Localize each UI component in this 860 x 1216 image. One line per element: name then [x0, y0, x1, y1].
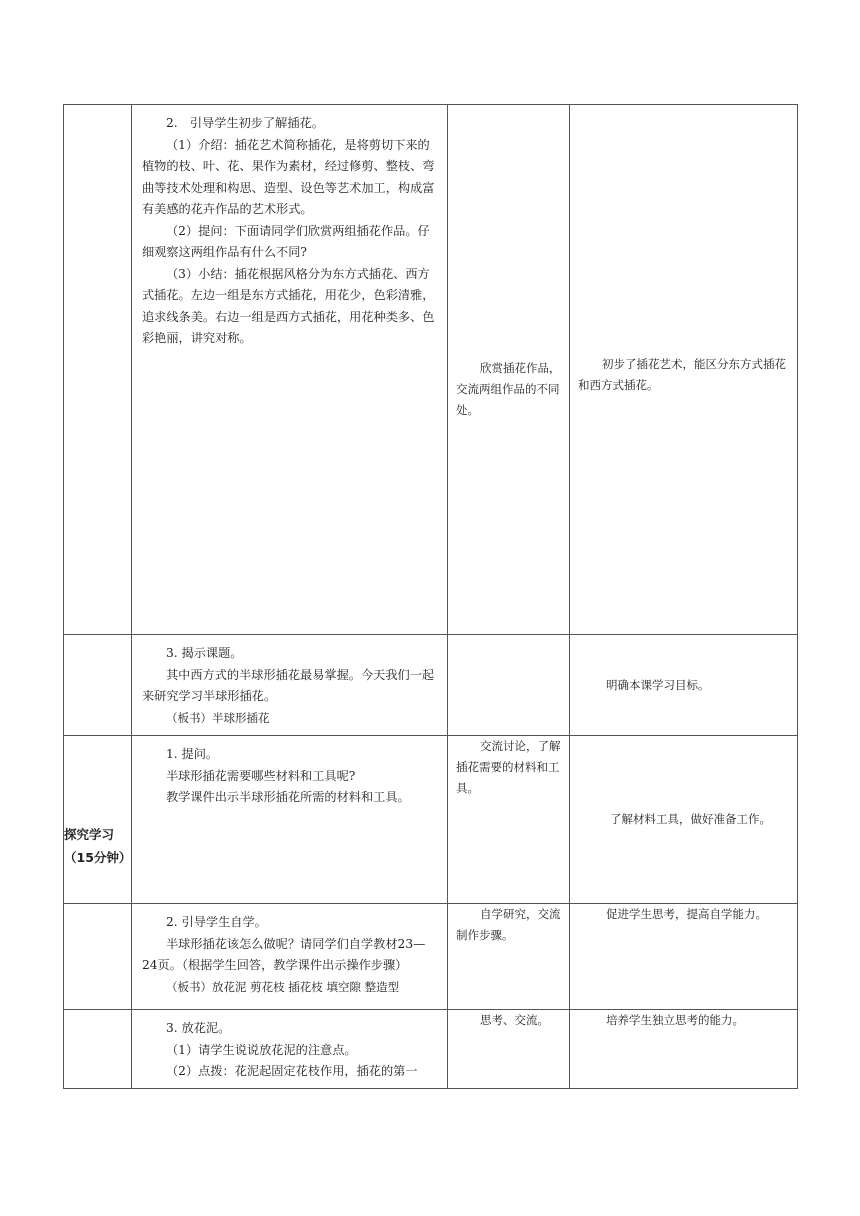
teacher-text: 2. 引导学生自学。	[166, 915, 267, 929]
stage-cell	[64, 635, 132, 736]
design-intent-cell	[570, 1010, 798, 1089]
table-row	[64, 1010, 798, 1089]
teacher-text: （2）点拨：花泥起固定花枝作用，插花的第一	[166, 1064, 418, 1078]
design-intent-cell	[570, 105, 798, 635]
student-text: 交流讨论，了解插花需要的材料和工具。	[456, 739, 561, 795]
student-text: 欣赏插花作品，交流两组作品的不同处。	[456, 361, 561, 417]
stage-cell	[64, 904, 132, 1010]
teacher-text: 3. 放花泥。	[166, 1021, 231, 1035]
teacher-text: 其中西方式的半球形插花最易掌握。今天我们一起来研究学习半球形插花。	[142, 667, 435, 703]
teacher-text: 半球形插花需要哪些材料和工具呢?	[166, 768, 356, 783]
teacher-activity-cell	[132, 904, 448, 1010]
intent-text: 明确本课学习目标。	[606, 677, 710, 692]
table-row	[64, 105, 798, 635]
design-intent-cell	[570, 635, 798, 736]
teacher-text: （2）提问：下面请同学们欣赏两组插花作品。仔细观察这两组作品有什么不同?	[142, 223, 430, 259]
teacher-text: 2. 引导学生初步了解插花。	[166, 116, 324, 130]
design-intent-cell	[570, 736, 798, 904]
teacher-text: （1）介绍：插花艺术简称插花，是将剪切下来的植物的枝、叶、花、果作为素材，经过修剪、整枝、弯曲等技术处理和构思、造型、设色等艺术加工，构成富有美感的花卉作品的艺术形式。	[142, 137, 435, 216]
stage-cell	[64, 105, 132, 635]
teacher-text: 半球形插花该怎么做呢？请同学们自学教材23—24页。（根据学生回答，教学课件出示操作步骤）	[142, 936, 426, 972]
student-activity-cell	[448, 736, 570, 904]
teacher-text: 3. 揭示课题。	[166, 646, 243, 660]
teacher-text: （1）请学生说说放花泥的注意点。	[166, 1042, 357, 1057]
teacher-text: （板书）半球形插花	[166, 710, 270, 725]
intent-text: 初步了插花艺术，能区分东方式插花和西方式插花。	[578, 356, 786, 392]
teacher-text: 教学课件出示半球形插花所需的材料和工具。	[166, 790, 410, 804]
teacher-activity-cell	[132, 105, 448, 635]
student-activity-cell	[448, 105, 570, 635]
teacher-text: （板书）放花泥 剪花枝 插花枝 填空隙 整造型	[166, 979, 400, 994]
lesson-plan-table	[63, 104, 798, 1089]
intent-text: 促进学生思考，提高自学能力。	[606, 907, 767, 921]
student-activity-cell	[448, 904, 570, 1010]
student-text: 思考、交流。	[480, 1013, 549, 1027]
teacher-text: （3）小结：插花根据风格分为东方式插花、西方式插花。左边一组是东方式插花，用花少，色彩清雅，追求线条美。右边一组是西方式插花，用花种类多、色彩艳丽，讲究对称。	[142, 266, 435, 345]
student-text: 自学研究，交流制作步骤。	[456, 907, 561, 942]
design-intent-cell	[570, 904, 798, 1010]
intent-text: 培养学生独立思考的能力。	[606, 1013, 744, 1027]
table-row	[64, 904, 798, 1010]
stage-label: 探究学习（15分钟）	[64, 826, 132, 865]
student-activity-cell	[448, 1010, 570, 1089]
table-row	[64, 635, 798, 736]
table-row	[64, 736, 798, 904]
stage-cell	[64, 736, 132, 904]
teacher-text: 1. 提问。	[166, 747, 219, 761]
stage-cell	[64, 1010, 132, 1089]
teacher-activity-cell	[132, 635, 448, 736]
teacher-activity-cell	[132, 1010, 448, 1089]
intent-text: 了解材料工具，做好准备工作。	[610, 812, 771, 826]
student-activity-cell	[448, 635, 570, 736]
teacher-activity-cell	[132, 736, 448, 904]
